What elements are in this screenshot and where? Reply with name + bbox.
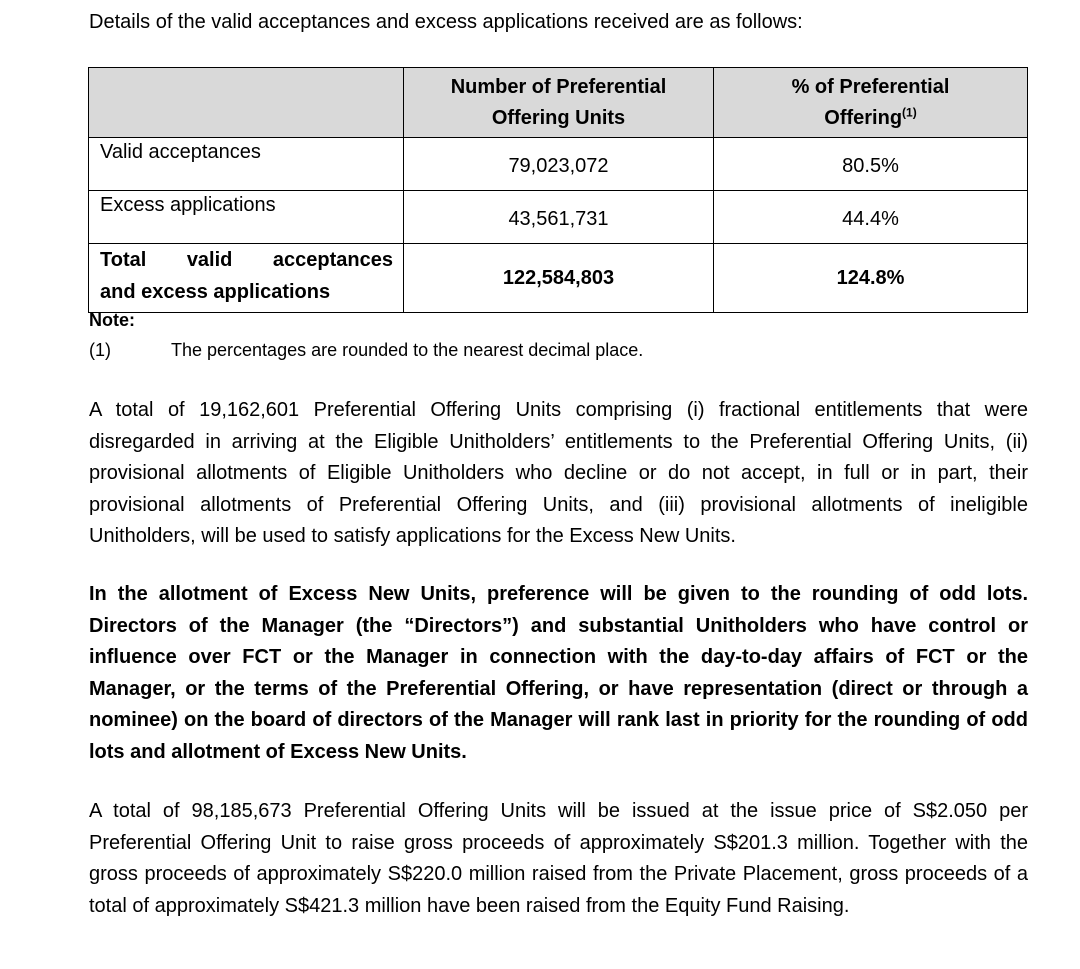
total-label-word: valid [186,249,233,271]
note-text: The percentages are rounded to the nearest decimal place. [171,340,644,360]
total-label-line1 [100,244,393,276]
header-units [404,68,714,138]
row-units: 43,561,731 [404,191,714,244]
header-blank-cell [89,68,404,138]
table-header-row [89,68,1028,138]
row-units: 79,023,072 [404,138,714,191]
total-percent: 124.8% [714,244,1028,313]
total-label-line2: and excess applications [100,281,331,303]
header-percent-text: % of Preferential Offering [791,75,950,129]
table-row [89,191,1028,244]
paragraph-gross-proceeds: A total of 98,185,673 Preferential Offering Units will be issued at the issue price of S$2.050 per Preferential Offering Unit to raise gross proceeds of approximately S$201.3 million. Together with the gross proceeds of approximately S$220.0 million raised from the Private Placement, gross proceeds of a total of approximately S$421.3 million have been raised from the Equity Fund Raising. [89,800,1028,917]
intro-text: Details of the valid acceptances and excess applications received are as follows: [89,11,803,33]
row-percent: 44.4% [714,191,1028,244]
total-label [89,244,404,313]
table-total-row [89,244,1028,313]
row-label: Excess applications [89,191,404,244]
paragraph-excess-units-sources: A total of 19,162,601 Preferential Offering Units comprising (i) fractional entitlements that were disregarded in arriving at the Eligible Unitholders’ entitlements to the Preferential Offering Units, (ii) provisional allotments of Eligible Unitholders who decline or do not accept, in full or in part, their provisional allotments of Preferential Offering Units, and (iii) provisional allotments of ineligible Unitholders, will be used to satisfy applications for the Excess New Units. [89,399,1028,547]
header-percent-footnote: (1) [902,104,917,119]
header-units-label: Number of Preferential Offering Units [450,75,667,129]
total-label-word: Total [100,249,147,271]
row-label: Valid acceptances [89,138,404,191]
header-percent-label [771,72,971,134]
table-row [89,138,1028,191]
row-percent: 80.5% [714,138,1028,191]
total-label-word: acceptances [272,249,393,271]
header-percent [714,68,1028,138]
acceptances-table [88,67,1028,313]
note-number: (1) [89,340,111,360]
total-units: 122,584,803 [404,244,714,313]
note-title: Note: [89,310,135,330]
paragraph-allotment-preference: In the allotment of Excess New Units, preference will be given to the rounding of odd lots. Directors of the Manager (the “Directors”) and substantial Unitholders who have control or influence over FCT or the Manager in connection with the day-to-day affairs of FCT or the Manager, or the terms of the Preferential Offering, or have representation (direct or through a nominee) on the board of directors of the Manager will rank last in priority for the rounding of odd lots and allotment of Excess New Units. [89,583,1028,763]
